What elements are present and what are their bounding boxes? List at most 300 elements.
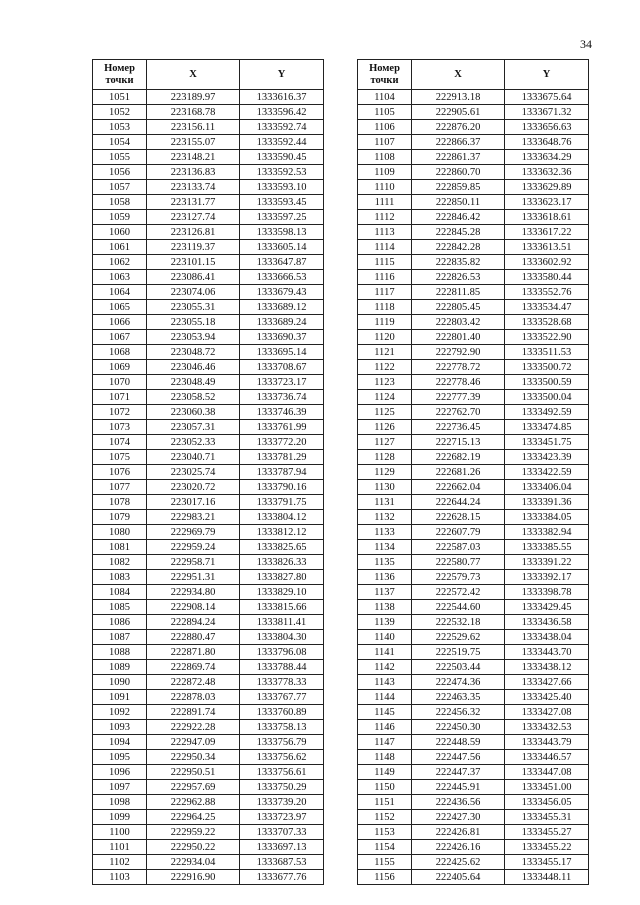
y-coordinate-cell: 1333811.41	[240, 615, 324, 630]
y-coordinate-cell: 1333455.22	[505, 840, 589, 855]
x-coordinate-cell: 223155.07	[147, 135, 240, 150]
y-coordinate-cell: 1333815.66	[240, 600, 324, 615]
table-row	[358, 555, 589, 570]
y-coordinate-cell: 1333826.33	[240, 555, 324, 570]
table-row	[358, 660, 589, 675]
x-coordinate-cell: 222964.25	[147, 810, 240, 825]
point-number-cell: 1082	[93, 555, 147, 570]
x-coordinate-cell: 223055.31	[147, 300, 240, 315]
x-coordinate-cell: 222950.22	[147, 840, 240, 855]
y-coordinate-cell: 1333690.37	[240, 330, 324, 345]
point-number-cell: 1088	[93, 645, 147, 660]
point-number-cell: 1054	[93, 135, 147, 150]
table-row	[358, 735, 589, 750]
y-coordinate-cell: 1333406.04	[505, 480, 589, 495]
x-coordinate-cell: 222869.74	[147, 660, 240, 675]
table-row	[358, 495, 589, 510]
point-number-cell: 1147	[358, 735, 412, 750]
y-coordinate-cell: 1333629.89	[505, 180, 589, 195]
table-row	[358, 345, 589, 360]
table-row	[93, 135, 324, 150]
coordinates-table-right	[357, 59, 589, 885]
point-number-cell: 1089	[93, 660, 147, 675]
point-number-cell: 1069	[93, 360, 147, 375]
point-number-cell: 1059	[93, 210, 147, 225]
point-number-cell: 1051	[93, 90, 147, 105]
x-coordinate-cell: 223017.16	[147, 495, 240, 510]
x-coordinate-cell: 223156.11	[147, 120, 240, 135]
table-row	[358, 360, 589, 375]
table-row	[358, 705, 589, 720]
point-number-cell: 1120	[358, 330, 412, 345]
y-coordinate-cell: 1333451.00	[505, 780, 589, 795]
table-row	[93, 570, 324, 585]
y-coordinate-cell: 1333758.13	[240, 720, 324, 735]
point-number-cell: 1130	[358, 480, 412, 495]
x-coordinate-cell: 223060.38	[147, 405, 240, 420]
y-coordinate-cell: 1333707.33	[240, 825, 324, 840]
x-coordinate-cell: 223052.33	[147, 435, 240, 450]
point-number-cell: 1149	[358, 765, 412, 780]
x-coordinate-cell: 222916.90	[147, 870, 240, 885]
point-number-cell: 1123	[358, 375, 412, 390]
point-number-cell: 1125	[358, 405, 412, 420]
table-row	[358, 870, 589, 885]
point-number-cell: 1080	[93, 525, 147, 540]
table-row	[93, 585, 324, 600]
point-number-cell: 1143	[358, 675, 412, 690]
x-coordinate-cell: 222871.80	[147, 645, 240, 660]
table-row	[358, 780, 589, 795]
point-number-cell: 1115	[358, 255, 412, 270]
point-number-cell: 1105	[358, 105, 412, 120]
x-coordinate-cell: 223148.21	[147, 150, 240, 165]
x-coordinate-cell: 222950.51	[147, 765, 240, 780]
x-coordinate-cell: 222736.45	[412, 420, 505, 435]
table-row	[93, 540, 324, 555]
header-y: Y	[505, 60, 589, 90]
table-row	[358, 315, 589, 330]
y-coordinate-cell: 1333827.80	[240, 570, 324, 585]
table-row	[358, 240, 589, 255]
x-coordinate-cell: 222425.62	[412, 855, 505, 870]
x-coordinate-cell: 222969.79	[147, 525, 240, 540]
y-coordinate-cell: 1333689.24	[240, 315, 324, 330]
table-row	[358, 150, 589, 165]
y-coordinate-cell: 1333448.11	[505, 870, 589, 885]
table-row	[358, 615, 589, 630]
x-coordinate-cell: 222947.09	[147, 735, 240, 750]
x-coordinate-cell: 222805.45	[412, 300, 505, 315]
y-coordinate-cell: 1333425.40	[505, 690, 589, 705]
x-coordinate-cell: 223040.71	[147, 450, 240, 465]
y-coordinate-cell: 1333623.17	[505, 195, 589, 210]
point-number-cell: 1135	[358, 555, 412, 570]
point-number-cell: 1052	[93, 105, 147, 120]
point-number-cell: 1106	[358, 120, 412, 135]
table-row	[358, 420, 589, 435]
y-coordinate-cell: 1333528.68	[505, 315, 589, 330]
x-coordinate-cell: 222905.61	[412, 105, 505, 120]
y-coordinate-cell: 1333382.94	[505, 525, 589, 540]
header-point-number	[358, 60, 412, 90]
point-number-cell: 1101	[93, 840, 147, 855]
table-row	[93, 510, 324, 525]
y-coordinate-cell: 1333552.76	[505, 285, 589, 300]
x-coordinate-cell: 222850.11	[412, 195, 505, 210]
point-number-cell: 1155	[358, 855, 412, 870]
x-coordinate-cell: 222447.37	[412, 765, 505, 780]
point-number-cell: 1092	[93, 705, 147, 720]
y-coordinate-cell: 1333647.87	[240, 255, 324, 270]
x-coordinate-cell: 223058.52	[147, 390, 240, 405]
header-point-line2: точки	[105, 74, 134, 86]
y-coordinate-cell: 1333708.67	[240, 360, 324, 375]
point-number-cell: 1062	[93, 255, 147, 270]
point-number-cell: 1058	[93, 195, 147, 210]
point-number-cell: 1119	[358, 315, 412, 330]
x-coordinate-cell: 223126.81	[147, 225, 240, 240]
x-coordinate-cell: 223048.49	[147, 375, 240, 390]
table-row	[358, 465, 589, 480]
y-coordinate-cell: 1333632.36	[505, 165, 589, 180]
header-y: Y	[240, 60, 324, 90]
point-number-cell: 1066	[93, 315, 147, 330]
x-coordinate-cell: 222529.62	[412, 630, 505, 645]
table-row	[93, 660, 324, 675]
table-row	[93, 270, 324, 285]
y-coordinate-cell: 1333522.90	[505, 330, 589, 345]
point-number-cell: 1098	[93, 795, 147, 810]
y-coordinate-cell: 1333447.08	[505, 765, 589, 780]
point-number-cell: 1077	[93, 480, 147, 495]
point-number-cell: 1139	[358, 615, 412, 630]
y-coordinate-cell: 1333671.32	[505, 105, 589, 120]
x-coordinate-cell: 222962.88	[147, 795, 240, 810]
y-coordinate-cell: 1333796.08	[240, 645, 324, 660]
table-row	[93, 465, 324, 480]
table-row	[93, 615, 324, 630]
point-number-cell: 1118	[358, 300, 412, 315]
table-row	[358, 120, 589, 135]
x-coordinate-cell: 222866.37	[412, 135, 505, 150]
table-row	[93, 210, 324, 225]
x-coordinate-cell: 223086.41	[147, 270, 240, 285]
x-coordinate-cell: 222628.15	[412, 510, 505, 525]
table-row	[93, 480, 324, 495]
x-coordinate-cell: 222880.47	[147, 630, 240, 645]
x-coordinate-cell: 222959.24	[147, 540, 240, 555]
table-row	[358, 825, 589, 840]
y-coordinate-cell: 1333443.79	[505, 735, 589, 750]
table-row	[93, 720, 324, 735]
point-number-cell: 1126	[358, 420, 412, 435]
x-coordinate-cell: 223127.74	[147, 210, 240, 225]
point-number-cell: 1136	[358, 570, 412, 585]
table-row	[93, 405, 324, 420]
y-coordinate-cell: 1333590.45	[240, 150, 324, 165]
point-number-cell: 1142	[358, 660, 412, 675]
y-coordinate-cell: 1333772.20	[240, 435, 324, 450]
table-row	[358, 285, 589, 300]
x-coordinate-cell: 223020.72	[147, 480, 240, 495]
y-coordinate-cell: 1333634.29	[505, 150, 589, 165]
table-row	[93, 375, 324, 390]
point-number-cell: 1148	[358, 750, 412, 765]
y-coordinate-cell: 1333427.66	[505, 675, 589, 690]
y-coordinate-cell: 1333695.14	[240, 345, 324, 360]
x-coordinate-cell: 222876.20	[412, 120, 505, 135]
table-body-left	[93, 90, 324, 885]
table-row	[93, 420, 324, 435]
x-coordinate-cell: 222951.31	[147, 570, 240, 585]
table-row	[93, 360, 324, 375]
table-row	[93, 345, 324, 360]
table-row	[358, 300, 589, 315]
x-coordinate-cell: 222544.60	[412, 600, 505, 615]
x-coordinate-cell: 222427.30	[412, 810, 505, 825]
header-point-line1: Номер	[369, 62, 400, 74]
y-coordinate-cell: 1333598.13	[240, 225, 324, 240]
point-number-cell: 1109	[358, 165, 412, 180]
point-number-cell: 1116	[358, 270, 412, 285]
table-row	[358, 405, 589, 420]
y-coordinate-cell: 1333812.12	[240, 525, 324, 540]
point-number-cell: 1150	[358, 780, 412, 795]
point-number-cell: 1107	[358, 135, 412, 150]
x-coordinate-cell: 223048.72	[147, 345, 240, 360]
y-coordinate-cell: 1333723.17	[240, 375, 324, 390]
x-coordinate-cell: 222519.75	[412, 645, 505, 660]
x-coordinate-cell: 223074.06	[147, 285, 240, 300]
point-number-cell: 1090	[93, 675, 147, 690]
y-coordinate-cell: 1333788.44	[240, 660, 324, 675]
y-coordinate-cell: 1333616.37	[240, 90, 324, 105]
point-number-cell: 1083	[93, 570, 147, 585]
point-number-cell: 1079	[93, 510, 147, 525]
x-coordinate-cell: 222762.70	[412, 405, 505, 420]
x-coordinate-cell: 223053.94	[147, 330, 240, 345]
x-coordinate-cell: 222792.90	[412, 345, 505, 360]
point-number-cell: 1084	[93, 585, 147, 600]
x-coordinate-cell: 223101.15	[147, 255, 240, 270]
y-coordinate-cell: 1333391.36	[505, 495, 589, 510]
table-row	[358, 675, 589, 690]
table-row	[93, 840, 324, 855]
y-coordinate-cell: 1333384.05	[505, 510, 589, 525]
table-row	[93, 675, 324, 690]
table-row	[93, 120, 324, 135]
point-number-cell: 1097	[93, 780, 147, 795]
table-row	[358, 765, 589, 780]
page-number: 34	[580, 37, 592, 51]
table-row	[358, 450, 589, 465]
table-row	[358, 390, 589, 405]
point-number-cell: 1093	[93, 720, 147, 735]
point-number-cell: 1132	[358, 510, 412, 525]
x-coordinate-cell: 223133.74	[147, 180, 240, 195]
x-coordinate-cell: 222445.91	[412, 780, 505, 795]
point-number-cell: 1146	[358, 720, 412, 735]
x-coordinate-cell: 222908.14	[147, 600, 240, 615]
y-coordinate-cell: 1333687.53	[240, 855, 324, 870]
x-coordinate-cell: 222474.36	[412, 675, 505, 690]
x-coordinate-cell: 222859.85	[412, 180, 505, 195]
y-coordinate-cell: 1333760.89	[240, 705, 324, 720]
header-point-line1: Номер	[104, 62, 135, 74]
y-coordinate-cell: 1333689.12	[240, 300, 324, 315]
y-coordinate-cell: 1333474.85	[505, 420, 589, 435]
point-number-cell: 1068	[93, 345, 147, 360]
table-row	[93, 780, 324, 795]
y-coordinate-cell: 1333423.39	[505, 450, 589, 465]
x-coordinate-cell: 222405.64	[412, 870, 505, 885]
table-row	[93, 525, 324, 540]
y-coordinate-cell: 1333391.22	[505, 555, 589, 570]
point-number-cell: 1060	[93, 225, 147, 240]
table-row	[358, 750, 589, 765]
table-row	[93, 690, 324, 705]
table-row	[358, 795, 589, 810]
table-body-right	[358, 90, 589, 885]
table-row	[358, 375, 589, 390]
x-coordinate-cell: 222934.80	[147, 585, 240, 600]
x-coordinate-cell: 222913.18	[412, 90, 505, 105]
x-coordinate-cell: 222861.37	[412, 150, 505, 165]
y-coordinate-cell: 1333790.16	[240, 480, 324, 495]
point-number-cell: 1112	[358, 210, 412, 225]
y-coordinate-cell: 1333580.44	[505, 270, 589, 285]
table-row	[93, 300, 324, 315]
x-coordinate-cell: 222426.16	[412, 840, 505, 855]
y-coordinate-cell: 1333750.29	[240, 780, 324, 795]
table-row	[358, 210, 589, 225]
table-row	[358, 570, 589, 585]
y-coordinate-cell: 1333675.64	[505, 90, 589, 105]
y-coordinate-cell: 1333500.72	[505, 360, 589, 375]
x-coordinate-cell: 222644.24	[412, 495, 505, 510]
x-coordinate-cell: 222777.39	[412, 390, 505, 405]
table-row	[358, 810, 589, 825]
x-coordinate-cell: 222878.03	[147, 690, 240, 705]
point-number-cell: 1067	[93, 330, 147, 345]
x-coordinate-cell: 222959.22	[147, 825, 240, 840]
table-row	[93, 435, 324, 450]
table-row	[93, 285, 324, 300]
x-coordinate-cell: 223025.74	[147, 465, 240, 480]
table-row	[93, 390, 324, 405]
table-row	[358, 525, 589, 540]
point-number-cell: 1073	[93, 420, 147, 435]
y-coordinate-cell: 1333602.92	[505, 255, 589, 270]
x-coordinate-cell: 222957.69	[147, 780, 240, 795]
table-row	[358, 255, 589, 270]
y-coordinate-cell: 1333451.75	[505, 435, 589, 450]
y-coordinate-cell: 1333398.78	[505, 585, 589, 600]
y-coordinate-cell: 1333656.63	[505, 120, 589, 135]
point-number-cell: 1110	[358, 180, 412, 195]
point-number-cell: 1065	[93, 300, 147, 315]
y-coordinate-cell: 1333617.22	[505, 225, 589, 240]
point-number-cell: 1128	[358, 450, 412, 465]
y-coordinate-cell: 1333756.79	[240, 735, 324, 750]
table-row	[358, 330, 589, 345]
x-coordinate-cell: 222803.42	[412, 315, 505, 330]
y-coordinate-cell: 1333778.33	[240, 675, 324, 690]
header-x: X	[147, 60, 240, 90]
x-coordinate-cell: 222778.72	[412, 360, 505, 375]
x-coordinate-cell: 222436.56	[412, 795, 505, 810]
table-row	[93, 600, 324, 615]
y-coordinate-cell: 1333791.75	[240, 495, 324, 510]
point-number-cell: 1091	[93, 690, 147, 705]
table-row	[358, 630, 589, 645]
point-number-cell: 1074	[93, 435, 147, 450]
point-number-cell: 1113	[358, 225, 412, 240]
point-number-cell: 1127	[358, 435, 412, 450]
y-coordinate-cell: 1333739.20	[240, 795, 324, 810]
x-coordinate-cell: 223168.78	[147, 105, 240, 120]
x-coordinate-cell: 222503.44	[412, 660, 505, 675]
table-row	[93, 825, 324, 840]
y-coordinate-cell: 1333736.74	[240, 390, 324, 405]
table-row	[358, 135, 589, 150]
table-row	[358, 510, 589, 525]
coordinates-table-left	[92, 59, 324, 885]
table-row	[93, 735, 324, 750]
y-coordinate-cell: 1333767.77	[240, 690, 324, 705]
table-row	[93, 330, 324, 345]
point-number-cell: 1071	[93, 390, 147, 405]
x-coordinate-cell: 222842.28	[412, 240, 505, 255]
y-coordinate-cell: 1333592.74	[240, 120, 324, 135]
table-row	[93, 105, 324, 120]
point-number-cell: 1078	[93, 495, 147, 510]
table-row	[93, 705, 324, 720]
y-coordinate-cell: 1333593.10	[240, 180, 324, 195]
table-row	[93, 255, 324, 270]
table-row	[93, 315, 324, 330]
point-number-cell: 1057	[93, 180, 147, 195]
table-row	[93, 90, 324, 105]
y-coordinate-cell: 1333593.45	[240, 195, 324, 210]
table-row	[358, 180, 589, 195]
y-coordinate-cell: 1333597.25	[240, 210, 324, 225]
point-number-cell: 1056	[93, 165, 147, 180]
x-coordinate-cell: 222778.46	[412, 375, 505, 390]
x-coordinate-cell: 223055.18	[147, 315, 240, 330]
table-row	[93, 225, 324, 240]
x-coordinate-cell: 223046.46	[147, 360, 240, 375]
table-row	[358, 165, 589, 180]
table-row	[93, 630, 324, 645]
x-coordinate-cell: 222891.74	[147, 705, 240, 720]
table-row	[358, 270, 589, 285]
y-coordinate-cell: 1333829.10	[240, 585, 324, 600]
point-number-cell: 1061	[93, 240, 147, 255]
point-number-cell: 1095	[93, 750, 147, 765]
x-coordinate-cell: 222950.34	[147, 750, 240, 765]
table-row	[93, 645, 324, 660]
y-coordinate-cell: 1333679.43	[240, 285, 324, 300]
point-number-cell: 1096	[93, 765, 147, 780]
y-coordinate-cell: 1333500.04	[505, 390, 589, 405]
table-row	[358, 645, 589, 660]
table-row	[358, 480, 589, 495]
table-row	[93, 855, 324, 870]
x-coordinate-cell: 222983.21	[147, 510, 240, 525]
y-coordinate-cell: 1333825.65	[240, 540, 324, 555]
